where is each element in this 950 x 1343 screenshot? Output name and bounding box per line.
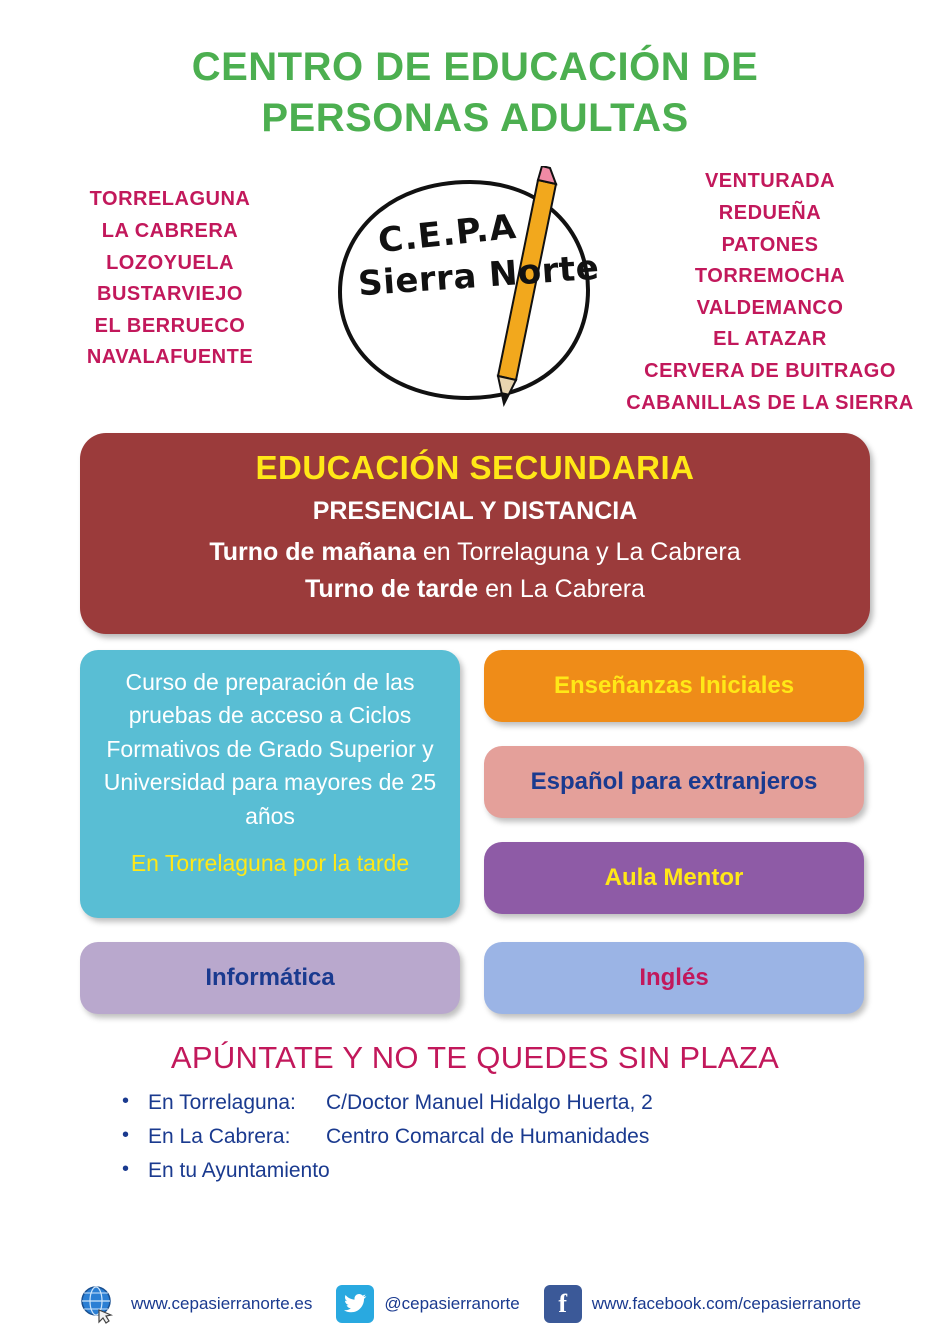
town-item: VALDEMANCO bbox=[696, 296, 844, 319]
address-item bbox=[0, 1154, 950, 1188]
town-item: NAVALAFUENTE bbox=[86, 346, 254, 369]
town-item: VENTURADA bbox=[704, 170, 836, 193]
course-aula-mentor[interactable]: Aula Mentor bbox=[484, 842, 864, 914]
globe-icon bbox=[75, 1283, 121, 1325]
address-label: En Torrelaguna: bbox=[148, 1091, 296, 1115]
towns-left-list bbox=[30, 166, 310, 374]
website-url[interactable]: www.cepasierranorte.es bbox=[130, 1294, 313, 1313]
afternoon-shift-places: en La Cabrera bbox=[478, 575, 645, 604]
town-item: CERVERA DE BUITRAGO bbox=[644, 359, 896, 382]
towns-and-logo-row bbox=[0, 144, 950, 419]
secundaria-heading: EDUCACIÓN SECUNDARIA bbox=[255, 449, 695, 487]
courses-grid-bottom bbox=[80, 942, 870, 1014]
address-value: C/Doctor Manuel Hidalgo Huerta, 2 bbox=[326, 1091, 653, 1115]
secundaria-afternoon-shift bbox=[100, 575, 850, 612]
address-label: En La Cabrera: bbox=[148, 1125, 291, 1149]
footer-web-group[interactable] bbox=[75, 1283, 312, 1325]
courses-grid bbox=[80, 650, 870, 918]
call-to-action: APÚNTATE Y NO TE QUEDES SIN PLAZA bbox=[170, 1040, 780, 1076]
course-ensenanzas-iniciales[interactable]: Enseñanzas Iniciales bbox=[484, 650, 864, 722]
addresses-list bbox=[0, 1086, 950, 1188]
morning-shift-label: Turno de mañana bbox=[209, 538, 416, 567]
town-item: TORREMOCHA bbox=[694, 265, 846, 288]
footer bbox=[0, 1283, 950, 1325]
town-item: LOZOYUELA bbox=[106, 251, 234, 274]
logo-line-2: Sierra Norte bbox=[356, 248, 601, 305]
footer-twitter-group[interactable] bbox=[336, 1285, 519, 1323]
address-label: En tu Ayuntamiento bbox=[148, 1159, 330, 1183]
footer-facebook-group[interactable] bbox=[544, 1285, 861, 1323]
town-item: LA CABRERA bbox=[101, 219, 239, 242]
secundaria-morning-shift bbox=[100, 538, 850, 575]
afternoon-shift-label: Turno de tarde bbox=[305, 575, 479, 604]
secundaria-panel bbox=[80, 433, 870, 634]
town-item: EL ATAZAR bbox=[713, 328, 827, 351]
twitter-icon bbox=[336, 1285, 374, 1323]
twitter-handle[interactable]: @cepasierranorte bbox=[384, 1294, 520, 1313]
courses-column-right bbox=[484, 650, 864, 918]
course-acceso-text: Curso de preparación de las pruebas de acceso a Ciclos Formativos de Grado Superior y Universidad para mayores de 25 años bbox=[103, 669, 437, 829]
address-item bbox=[0, 1120, 950, 1154]
facebook-url[interactable]: www.facebook.com/cepasierranorte bbox=[591, 1294, 862, 1313]
town-item: PATONES bbox=[721, 233, 819, 256]
town-item: TORRELAGUNA bbox=[89, 188, 251, 211]
town-item: REDUEÑA bbox=[718, 201, 822, 224]
course-acceso-25[interactable] bbox=[80, 650, 460, 918]
title-line-2: PERSONAS ADULTAS bbox=[261, 96, 689, 141]
facebook-icon: f bbox=[544, 1285, 582, 1323]
secundaria-subheading: PRESENCIAL Y DISTANCIA bbox=[312, 497, 638, 526]
town-item: BUSTARVIEJO bbox=[97, 283, 243, 306]
logo-line-1: C.E.P.A bbox=[376, 207, 519, 262]
title-line-1: CENTRO DE EDUCACIÓN DE bbox=[191, 45, 759, 89]
courses-column-left bbox=[80, 650, 460, 918]
towns-right-list bbox=[620, 166, 920, 419]
town-item: CABANILLAS DE LA SIERRA bbox=[626, 391, 914, 414]
course-informatica[interactable]: Informática bbox=[80, 942, 460, 1014]
course-espanol-extranjeros[interactable]: Español para extranjeros bbox=[484, 746, 864, 818]
address-value: Centro Comarcal de Humanidades bbox=[326, 1125, 650, 1149]
page-title bbox=[0, 0, 950, 144]
course-ingles[interactable]: Inglés bbox=[484, 942, 864, 1014]
cepa-logo bbox=[320, 166, 610, 416]
address-item bbox=[0, 1086, 950, 1120]
town-item: EL BERRUECO bbox=[94, 314, 246, 337]
morning-shift-places: en Torrelaguna y La Cabrera bbox=[415, 538, 741, 567]
course-acceso-highlight: En Torrelaguna por la tarde bbox=[130, 849, 410, 876]
